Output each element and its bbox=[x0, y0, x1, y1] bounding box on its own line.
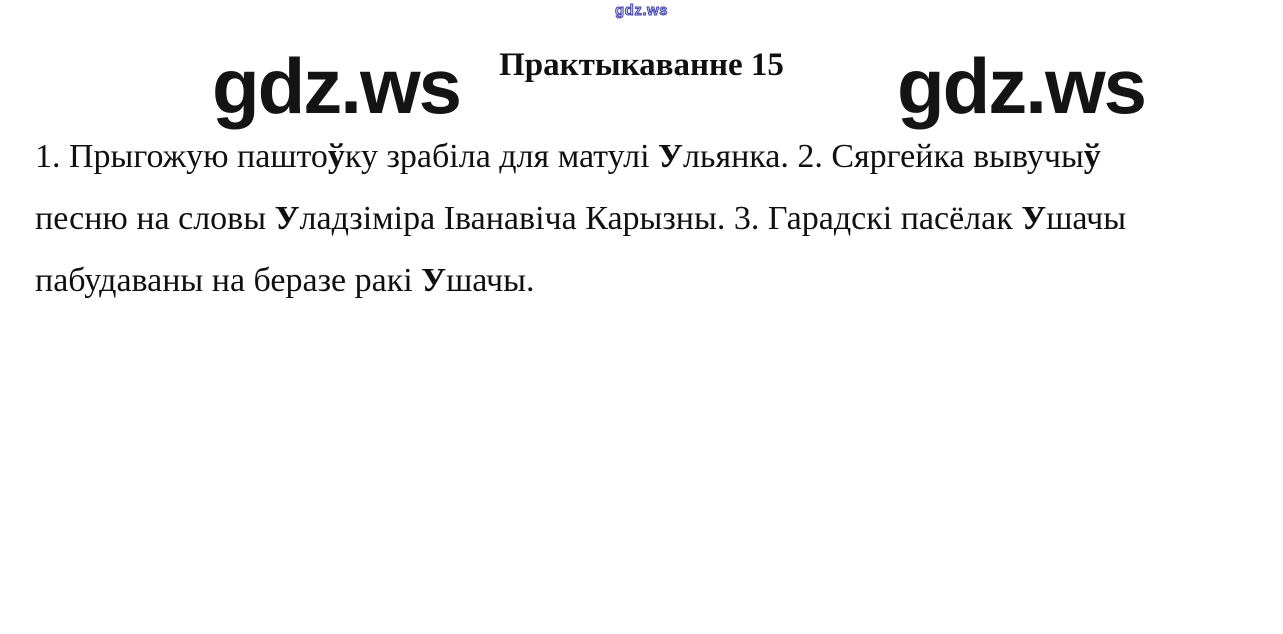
text-line-3 bbox=[35, 250, 1265, 312]
text-segment: пабудаваны на беразе ракі bbox=[35, 262, 422, 299]
text-segment: льянка. 2. Сяргейка вывучы bbox=[682, 138, 1084, 175]
text-segment: шачы. bbox=[446, 262, 535, 299]
watermark-left: gdz.ws bbox=[212, 42, 461, 130]
text-segment: шачы bbox=[1046, 200, 1127, 237]
text-segment-bold: У bbox=[1021, 200, 1047, 237]
text-segment-bold: У bbox=[421, 262, 447, 299]
text-segment-bold: ў bbox=[1083, 138, 1101, 175]
watermark-right: gdz.ws bbox=[897, 42, 1146, 130]
text-segment: песню на словы bbox=[35, 200, 275, 237]
text-line-1 bbox=[35, 126, 1265, 188]
watermark-top: gdz.ws bbox=[614, 2, 669, 19]
text-segment-bold: У bbox=[274, 200, 300, 237]
exercise-text bbox=[35, 126, 1265, 312]
text-segment: ку зрабіла для матулі bbox=[344, 138, 659, 175]
text-segment: 1. Прыгожую пашто bbox=[35, 138, 328, 175]
text-segment-bold: ў bbox=[327, 138, 345, 175]
text-segment: ладзіміра Іванавіча Карызны. 3. Гарадскі пасёлак bbox=[299, 200, 1022, 237]
exercise-title: Практыкаванне 15 bbox=[499, 47, 784, 83]
text-segment-bold: У bbox=[658, 138, 683, 175]
text-line-2 bbox=[35, 188, 1265, 250]
